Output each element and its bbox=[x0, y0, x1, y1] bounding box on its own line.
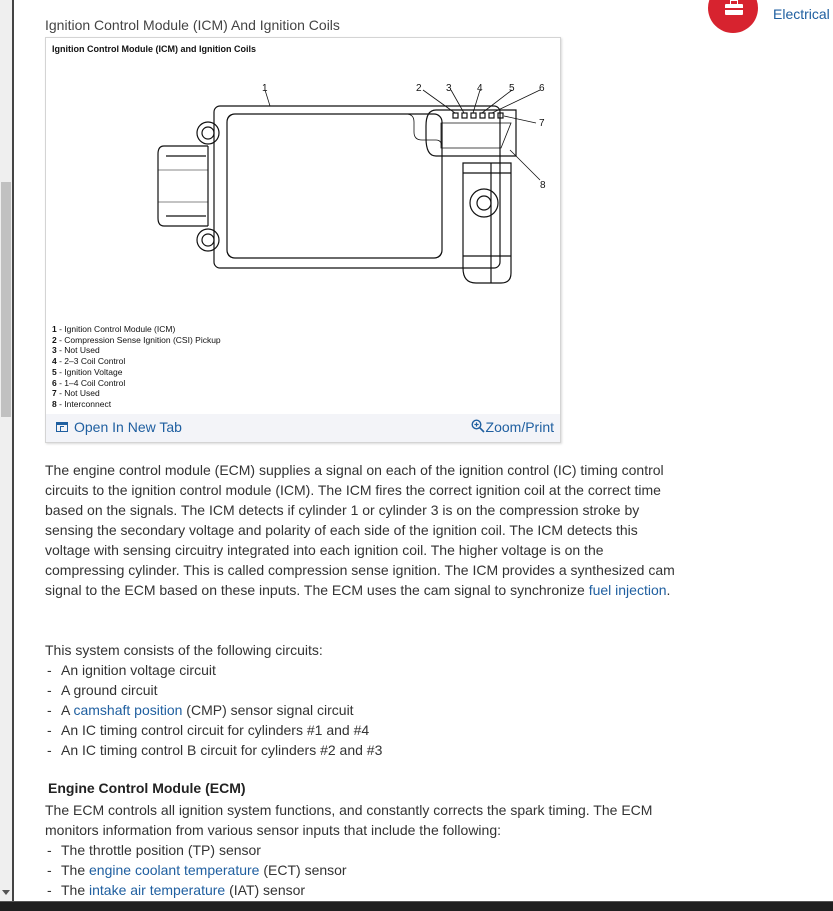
list-dash: - bbox=[47, 682, 52, 698]
scroll-down-arrow-icon[interactable] bbox=[2, 890, 10, 895]
open-new-tab-icon bbox=[56, 422, 68, 432]
legend-number: 6 bbox=[52, 377, 57, 388]
callout-2: 2 bbox=[416, 83, 422, 94]
ecm-paragraph: The ECM controls all ignition system functions, and constantly corrects the spark timing. The ECM monitors information from various sensor inputs that include the following: bbox=[45, 802, 653, 838]
ecm-section bbox=[45, 800, 685, 900]
list-dash: - bbox=[47, 742, 52, 758]
left-connector bbox=[158, 146, 208, 226]
toolbox-icon bbox=[725, 4, 743, 15]
list-dash: - bbox=[47, 882, 52, 898]
callout-8: 8 bbox=[540, 180, 546, 191]
mount-hole-top bbox=[197, 122, 219, 144]
circuits-intro: This system consists of the following circuits: bbox=[45, 642, 323, 658]
legend-text: - 2–3 Coil Control bbox=[56, 356, 126, 367]
legend-item bbox=[52, 324, 221, 335]
electrical-category-button[interactable] bbox=[708, 0, 758, 33]
right-bracket bbox=[463, 163, 511, 283]
intro-paragraph: The engine control module (ECM) supplies a signal on each of the ignition control (IC) timing control circuits to the ignition control module (ICM). The ICM fires the correct ignition coil at the correct time based on the signals. The ICM detects if cylinder 1 or cylinder 3 is on the compression stroke by sensing the secondary voltage and polarity of each side of the ignition coil. The ICM detects this voltage with sensing circuitry integrated into each ignition coil. The higher voltage is on the compressing cylinder. This is called compression sense ignition. The ICM provides a synthesized cam signal to the ECM based on these inputs. The ECM uses the cam signal to synchronize fuel injection. bbox=[45, 462, 675, 598]
icm-cover-step bbox=[227, 114, 442, 258]
legend-item bbox=[52, 399, 221, 410]
vertical-scrollbar[interactable] bbox=[0, 0, 12, 901]
legend-number: 4 bbox=[52, 356, 57, 367]
figure-caption: Ignition Control Module (ICM) and Ignition Coils bbox=[52, 44, 256, 54]
callout-7: 7 bbox=[539, 118, 545, 129]
legend-text: - Interconnect bbox=[56, 398, 112, 409]
legend-text: - Ignition Voltage bbox=[56, 366, 123, 377]
legend-number: 2 bbox=[52, 334, 57, 345]
list-dash: - bbox=[47, 722, 52, 738]
circuit-item bbox=[45, 660, 685, 680]
legend-item bbox=[52, 345, 221, 356]
legend-item bbox=[52, 367, 221, 378]
list-dash: - bbox=[47, 842, 52, 858]
callout-1: 1 bbox=[262, 83, 268, 94]
legend-text: - Ignition Control Module (ICM) bbox=[56, 324, 176, 334]
mount-hole-bottom bbox=[197, 229, 219, 251]
circuits-list bbox=[45, 660, 685, 760]
figure-legend bbox=[52, 324, 221, 410]
bracket-bolt bbox=[470, 189, 498, 217]
legend-text: - Compression Sense Ignition (CSI) Pickup bbox=[56, 334, 221, 345]
list-text: A bbox=[61, 702, 74, 718]
legend-text: - 1–4 Coil Control bbox=[56, 377, 126, 388]
pane-divider bbox=[12, 0, 14, 901]
list-text: A ground circuit bbox=[61, 682, 158, 698]
zoom-in-icon bbox=[471, 419, 485, 433]
legend-number: 5 bbox=[52, 366, 57, 377]
list-link[interactable]: camshaft position bbox=[73, 702, 183, 718]
sensor-item bbox=[45, 840, 685, 860]
section-title: Ignition Control Module (ICM) And Ignition Coils bbox=[45, 17, 340, 33]
legend-number: 7 bbox=[52, 388, 57, 399]
ecm-heading: Engine Control Module (ECM) bbox=[48, 780, 246, 796]
legend-text: - Not Used bbox=[56, 388, 100, 399]
legend-item bbox=[52, 335, 221, 346]
callout-5: 5 bbox=[509, 83, 515, 94]
circuit-item bbox=[45, 700, 685, 720]
list-text: An ignition voltage circuit bbox=[61, 662, 216, 678]
icm-cover bbox=[227, 114, 442, 258]
legend-text: - Not Used bbox=[56, 345, 100, 356]
list-text: An IC timing control B circuit for cylinders #2 and #3 bbox=[61, 742, 383, 758]
sensors-list bbox=[45, 840, 685, 900]
list-dash: - bbox=[47, 662, 52, 678]
list-text: The throttle position (TP) sensor bbox=[61, 842, 261, 858]
callout-3: 3 bbox=[446, 83, 452, 94]
list-dash: - bbox=[47, 862, 52, 878]
list-text: The bbox=[61, 882, 90, 898]
icm-housing bbox=[214, 106, 500, 268]
zoom-print-link[interactable]: Zoom/Print bbox=[471, 419, 554, 435]
sensor-item bbox=[45, 880, 685, 900]
circuits-section bbox=[45, 640, 685, 760]
circuit-item bbox=[45, 740, 685, 760]
figure-footer bbox=[46, 414, 560, 442]
sensor-item bbox=[45, 860, 685, 880]
legend-number: 1 bbox=[52, 324, 57, 334]
open-in-new-tab-link[interactable]: Open In New Tab bbox=[56, 419, 182, 435]
fuel-injection-link[interactable]: fuel injection bbox=[588, 582, 667, 598]
list-text: (ECT) sensor bbox=[259, 862, 347, 878]
legend-item bbox=[52, 388, 221, 399]
list-text: An IC timing control circuit for cylinders #1 and #4 bbox=[61, 722, 370, 738]
list-text: (IAT) sensor bbox=[225, 882, 306, 898]
electrical-category-link[interactable]: Electrical bbox=[773, 6, 830, 22]
icm-diagram bbox=[46, 78, 560, 298]
legend-number: 3 bbox=[52, 345, 57, 356]
legend-item bbox=[52, 378, 221, 389]
legend-item bbox=[52, 356, 221, 367]
legend-number: 8 bbox=[52, 398, 57, 409]
callout-4: 4 bbox=[477, 83, 483, 94]
scrollbar-thumb[interactable] bbox=[1, 182, 11, 417]
list-text: (CMP) sensor signal circuit bbox=[182, 702, 354, 718]
circuit-item bbox=[45, 680, 685, 700]
figure-card bbox=[45, 37, 561, 443]
list-text: The bbox=[61, 862, 90, 878]
callout-6: 6 bbox=[539, 83, 545, 94]
list-dash: - bbox=[47, 702, 52, 718]
circuit-item bbox=[45, 720, 685, 740]
list-link[interactable]: engine coolant temperature bbox=[89, 862, 260, 878]
list-link[interactable]: intake air temperature bbox=[89, 882, 226, 898]
